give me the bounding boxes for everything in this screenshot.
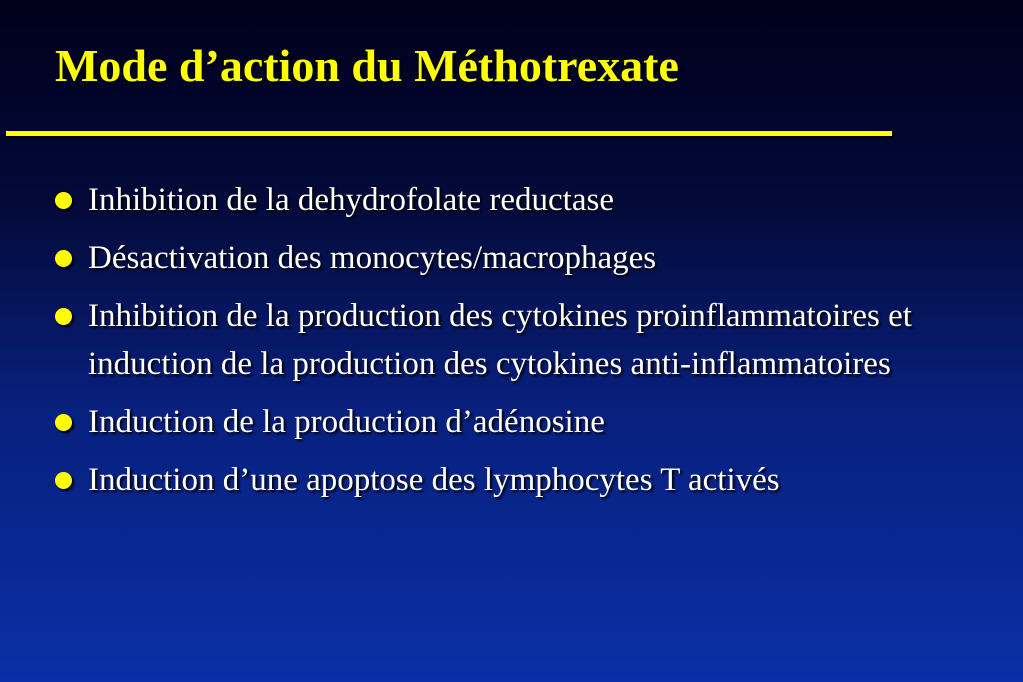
title-underline	[6, 131, 892, 136]
bullet-dot-icon	[55, 250, 72, 267]
bullet-text: Induction d’une apoptose des lymphocytes T activés	[88, 462, 780, 498]
bullet-item	[52, 456, 952, 504]
bullet-dot-icon	[55, 308, 72, 325]
bullet-dot-icon	[55, 472, 72, 489]
bullet-item	[52, 398, 952, 446]
slide-title: Mode d’action du Méthotrexate	[55, 40, 679, 91]
bullet-list	[52, 176, 952, 514]
bullet-item	[52, 176, 952, 224]
bullet-text: Désactivation des monocytes/macrophages	[88, 240, 657, 276]
bullet-item	[52, 234, 952, 282]
bullet-text: Induction de la production d’adénosine	[88, 404, 605, 440]
bullet-item	[52, 292, 952, 388]
bullet-text: Inhibition de la production des cytokines proinflammatoires et induction de la production des cytokines anti-inflammatoires	[88, 298, 912, 382]
bullet-dot-icon	[55, 192, 72, 209]
bullet-text: Inhibition de la dehydrofolate reductase	[88, 182, 614, 218]
bullet-dot-icon	[55, 414, 72, 431]
